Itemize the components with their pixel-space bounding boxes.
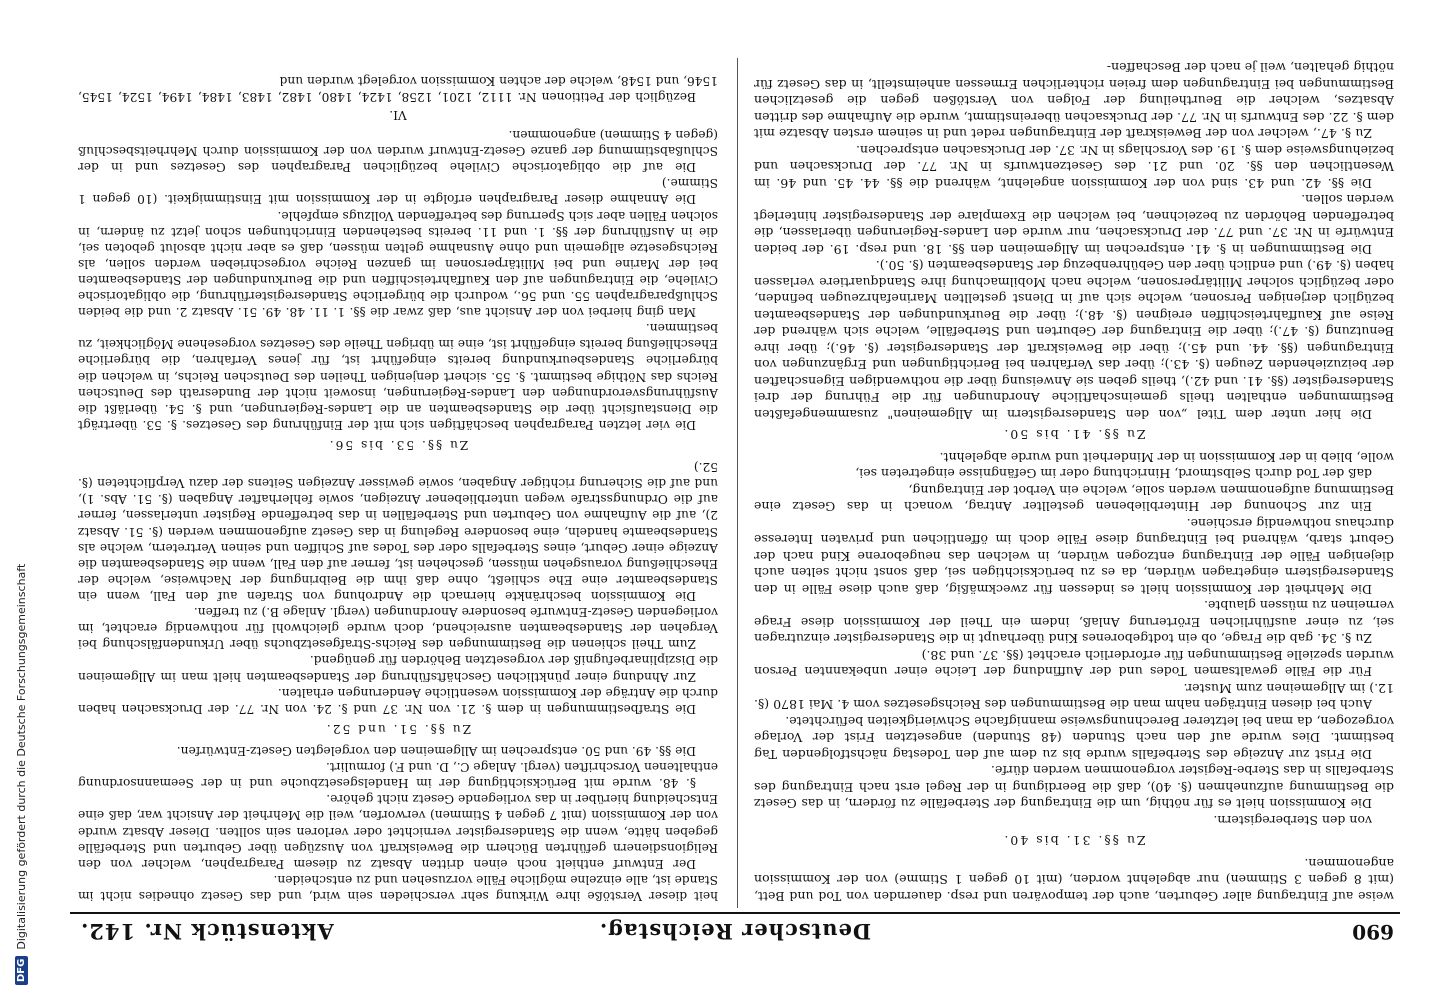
paragraph: Der Entwurf enthielt noch einen dritten Absatz zu diesem Paragraphen, welcher von den Religionsdienern geführten Büchern die Beweiskraft von Auszügen über Geburten und Sterbefälle gegeben hätte, wenn die Standesregister vernichtet oder verloren sein sollten. Dieser Absatz wurde von der Kommission (mit 7 gegen 4 Stimmen) verworfen, weil die Mehrheit der Ansicht war, daß eine Entscheidung hierüber in das vorliegende Gesetz nicht gehöre. xyxy=(78,792,718,871)
paragraph: Die hier unter dem Titel „von den Standesregistern im Allgemeinen" zusammengefaßten Bestimmungen enthalten theils gemeinschaftliche Anordnungen für die Führung der drei Standesregister (§§. 41. und 42.), theils geben sie Anweisung über die nothwendigen Eigenschaften der beizuziehenden Zeugen (§. 43.); über das Verfahren bei Berichtigungen und Ergänzungen von Eintragungen (§§. 44. und 45.); über die Beweiskraft der Standesregister (§. 46.); über ihre Benutzung (§. 47.); über die Eintragung der Geburten und Sterbefälle, welche sich während der Reise auf Kauffahrteischiffen ereignen (§. 48.); über die Beurkundungen der Standesbeamten bezüglich derjenigen Personen, welche sich auf in Dienst gestellten Marinefahrzeugen befinden, oder bezüglich solcher Militärpersonen, welche nach Mobilmachung ihre Standquartiere verlassen haben (§. 49.) und endlich über den Gebührenbezug der Standesbeamten (§. 50.). xyxy=(754,258,1394,422)
paragraph: von den Sterberegistern. xyxy=(1213,813,1372,828)
roman-numeral-heading: VI. xyxy=(389,107,407,122)
section-heading: Zu §§. 31. bis 40. xyxy=(1002,833,1146,849)
paragraph: §. 48. wurde mit Berücksichtigung der im Handelsgesetzbuche und in der Seemannsordnung enthaltenen Vorschriften (vergl. Anlage C., D. und F.) formulirt. xyxy=(78,760,718,791)
paragraph: weise auf Eintragung aller Geburten, auch der tempovären und resp. dauernden von Tod und Bett, (mit 8 gegen 3 Stimmen) nur abgelehnt worden, (mit 10 gegen 1 Stimme) von der Kommission angenommen. xyxy=(754,856,1394,904)
paragraph: Ein zur Schonung der Hinterbliebenen gestellter Antrag, wonach in das Gesetz eine Bestimmung aufgenommen werden solle, welche ein Verbot der Eintragung, xyxy=(754,483,1394,515)
right-text-column xyxy=(78,73,718,904)
paragraph: Die §§. 42. und 43. sind von der Kommission angelehnt, während die §§. 44. 45. und 46. im Wesentlichen den §§. 20. und 21. des Gesetzentwurfs in Nr. 77. der Drucksachen und beziehungsweise dem §. 19. des Vorschlags in Nr. 37. der Drucksachen entsprechen. xyxy=(754,143,1394,191)
paragraph: Die Bestimmungen in §. 41. entsprechen im Allgemeinen den §§. 18. und resp. 19. der beiden Entwürfe in Nr. 37. und 77. der Drucksachen, nur wurde den Landes-Regierungen überlassen, die betreffenden Behörden zu bezeichnen, bei welchen die Exemplare der Standesregister hinterlegt werden sollen. xyxy=(754,192,1394,257)
page-header xyxy=(70,912,1400,948)
paragraph: Zu §. 34. gab die Frage, ob ein todtgeborenes Kind überhaupt in die Standesregister einzutragen sei, zu einer ausführlichen Erörterung Anlaß, indem ein Theil der Kommission diese Frage verneinen zu müssen glaubte. xyxy=(754,598,1394,647)
header-document-number: Aktenstück Nr. 142. xyxy=(80,919,334,944)
paragraph: Die §§. 49. und 50. entsprechen im Allgemeinen den vorgelegten Gesetz-Entwürfen. xyxy=(176,744,696,759)
digitization-credit-text: Digitalisierung gefördert durch die Deutsche Forschungsgemeinschaft xyxy=(15,563,28,950)
paragraph: Zur Ahndung einer pünktlichen Geschäftsführung der Standesbeamten hielt man im Allgemeinen die Disziplinarbefugniß der vorgesetzten Behörden für genügend. xyxy=(78,653,718,684)
paragraph: Bezüglich der Petitionen Nr. 1112, 1201, 1258, 1424, 1480, 1482, 1483, 1484, 1494, 1524, 1545, 1546, und 1548, welche der achten Kommission vorgelegt wurden und xyxy=(78,73,718,104)
paragraph: daß der Tod durch Selbstmord, Hinrichtung oder im Gefängnisse eingetreten sei, xyxy=(855,466,1372,482)
paragraph: Zum Theil schienen die Bestimmungen des Reichs-Strafgesetzbuchs über Urkundenfälschung bei Vergehen der Standesbeamten ausreichend, doch wurde gleichwohl für nothwendig erachtet, im vorliegenden Gesetz-Entwurfe besondere Anordnungen (vergl. Anlage B.) zu treffen. xyxy=(78,605,718,652)
paragraph: Die Frist zur Anzeige des Sterbefalls wurde bis zu dem auf den Todestag nächstfolgenden Tag bestimmt. Dies wurde auf den nach Stunden (48 Stunden) angesetzten Frist der Vorlage vorgezogen, da man bei letzterer Berechnungsweise mannigfache Schwierigkeiten befürchtete. xyxy=(754,714,1394,762)
paragraph: Man ging hierbei von der Ansicht aus, daß zwar die §§. 1. 11. 48. 49. 51. Absatz 2. und die beiden Schlußparagraphen 55. und 56., wodurch die bürgerliche Standesregisterführung, die obligatorische Civilehe, die Eintragungen auf den Kauffahrteischiffen und die Beurkundungen der Standesbeamten bei der Marine und bei Militärpersonen im ganzen Reiche vorgeschrieben werden sollen, als Reichsgesetze allgemein und ohne Ausnahme gelten müssen, daß es aber nicht absolut geboten sei, die in Ausführung der §§. 1. und 11. bereits bestehenden Einrichtungen schon jetzt zu ändern, in solchen Fällen aber sich Sperrung des betreffenden Vollzugs empfehle. xyxy=(78,208,718,320)
paragraph: Zu §. 47., welcher von der Beweiskraft der Eintragungen redet und in seinem ersten Absatze mit dem §. 22. des Entwurfs in Nr. 77. der Drucksachen übereinstimmt, wurde die Aufnahme des dritten Absatzes, welcher die Beurtheilung der Folgen von Verstößen gegen die gesetzlichen Bestimmungen bei Eintragungen dem freien richterlichen Ermessen anheimstellt, in das Gesetz für nöthig gehalten, weil je nach der Beschaffen- xyxy=(754,60,1394,142)
paragraph: Die Strafbestimmungen in dem §. 21. von Nr. 37 und §. 24. von Nr. 77. der Drucksachen haben durch die Anträge der Kommission wesentliche Aenderungen erhalten. xyxy=(78,685,718,716)
paragraph: Die vier letzten Paragraphen beschäftigen sich mit der Einführung des Gesetzes. §. 53. überträgt die Dienstaufsicht über die Standesbeamten an die Landes-Regierungen, und §. 54. überläßt die Ausführungsverordnungen den Landes-Regierungen, insoweit nicht der Bundesrath des Deutschen Reichs das Nöthige bestimmt. §. 55. sichert denjenigen Theilen des Deutschen Reichs, in welchen die bürgerliche Standesbeurkundung bereits eingeführt ist, für jenes Verfahren, die bürgerliche Eheschließung bereits eingeführt ist, eine im übrigen Theile des Gesetzes vorgesehene Möglichkeit, zu bestimmen. xyxy=(78,321,718,432)
paragraph: Die Kommission hielt es für nöthig, um die Eintragung der Sterbefälle zu fördern, in das Gesetz die Bestimmung aufzunehmen (§. 40), daß die Beerdigung in der Regel erst nach Eintragung des Sterbefalls in das Sterbe-Register vorgenommen werden dürfe. xyxy=(754,763,1394,812)
paragraph: Die Mehrheit der Kommission hielt es indessen für zweckmäßig, daß auch diese Fälle in den Standesregistern eingetragen würden, da es zu berücksichtigen sei, daß sonst nicht selten auch diejenigen Fälle der Eintragung entzogen würden, in welchen das neugeborene Kind nach der Geburt starb, während bei Eintragung diese Fälle doch im öffentlichen und privaten Interesse durchaus nothwendig erschiene. xyxy=(754,516,1394,597)
paragraph: Auch bei diesen Einträgen nahm man die Bestimmungen des Reichsgesetzes vom 4. Mai 1870 (§. 12.) im Allgemeinen zum Muster. xyxy=(754,681,1394,713)
paragraph: heit dieser Verstöße ihre Wirkung sehr verschieden sein wird, und das Gesetz ohnedies nicht im Stande ist, alle einzelne mögliche Fälle vorzusehen und zu entscheiden. xyxy=(78,872,718,903)
section-heading: Zu §§. 53. bis 56. xyxy=(327,438,469,453)
paragraph: Die Kommission beschränkte hiernach die Androhung von Strafen auf den Fall, wenn ein Standesbeamter eine Ehe schließt, ohne daß ihm die Beibringung der Nachweise, welche der Eheschließung vorausgehen müssen, geschehen ist, ferner auf den Fall, wenn die Standesbeamten die Anzeige einer Geburt, eines Sterbefalls oder des Todes auf Schiffen und seinen Vertretern, welche als Standesbeamte handeln, eine besondere Regelung in das Gesetz aufgenommen werden (§. 51. Absatz 2), auf die Aufnahme von Geburten und Sterbefällen in das betreffende Register unterlassen, ferner auf die Ordnungsstrafe wegen unterbliebener Anzeigen, sowie fehlerhafter Angaben (§. 51. Abs. 1), und auf die Sicherung richtiger Angaben, sowie gewisser Anzeigen Seitens der dazu Verpflichteten (§. 52.) xyxy=(78,460,718,604)
section-heading: Zu §§. 51. und 52. xyxy=(324,721,472,736)
paragraph: Die auf die obligatorische Civilehe bezüglichen Paragraphen des Gesetzes und in der Schlußabstimmung der ganze Gesetz-Entwurf wurden von der Kommission durch Mehrheitsbeschluß (gegen 4 Stimmen) angenommen. xyxy=(78,127,718,175)
digitization-credit-strip xyxy=(4,0,26,1000)
paragraph: wolle, blieb in der Kommission in der Minderheit und wurde abgelehnt. xyxy=(939,450,1394,465)
column-divider xyxy=(737,58,738,908)
left-text-column xyxy=(754,59,1394,904)
dfg-logo-icon: DFG xyxy=(15,956,28,985)
header-title: Deutscher Reichstag. xyxy=(598,919,872,944)
section-heading: Zu §§. 41. bis 50. xyxy=(1002,427,1146,443)
page-number: 690 xyxy=(1352,920,1394,944)
paragraph: Für die Fälle gewaltsamen Todes und der Auffindung der Leiche einer unbekannten Person wurden spezielle Bestimmungen für erforderlich erachtet (§§. 37. und 38.) xyxy=(754,648,1394,680)
paragraph: Die Annahme dieser Paragraphen erfolgte in der Kommission mit Einstimmigkeit. (10 gegen 1 Stimme.) xyxy=(78,176,718,207)
rotated-scanned-page xyxy=(70,48,1400,948)
